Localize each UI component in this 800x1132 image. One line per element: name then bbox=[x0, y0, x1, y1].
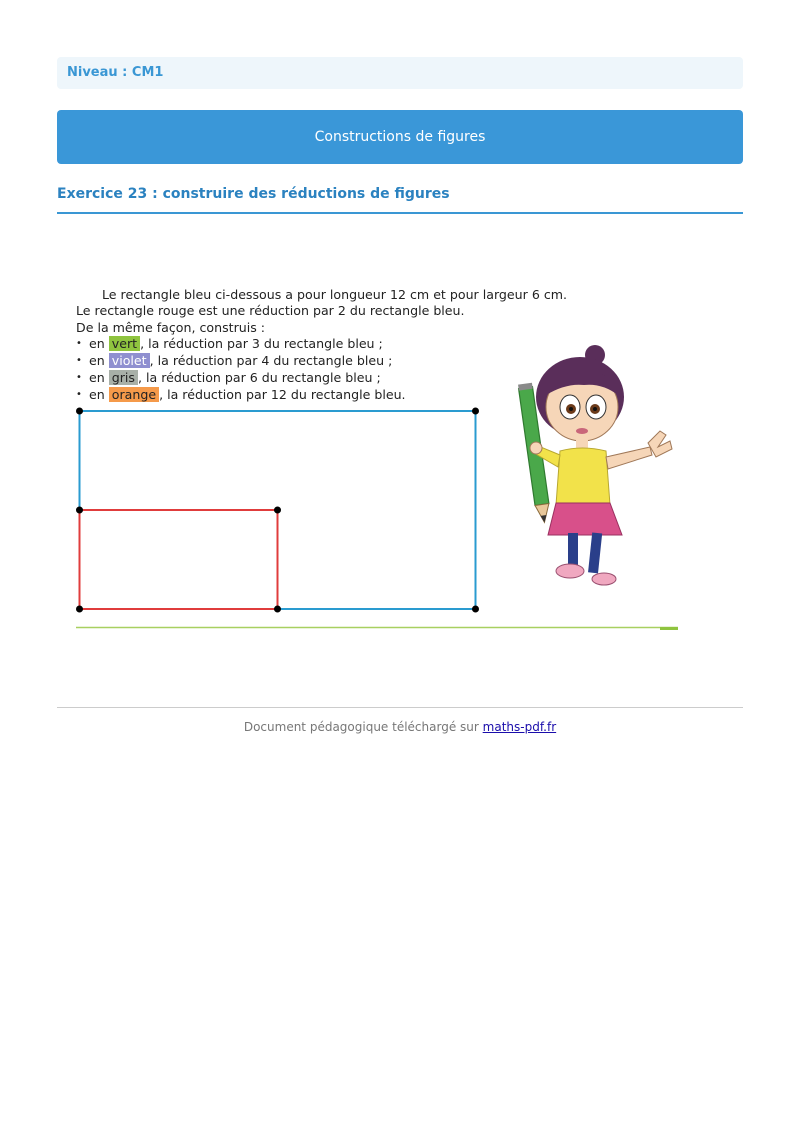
shirt bbox=[556, 448, 610, 505]
page-title: Constructions de figures bbox=[57, 110, 743, 164]
vertex-point bbox=[274, 606, 281, 613]
bullet: • bbox=[76, 355, 82, 367]
vertex-point bbox=[76, 507, 83, 514]
color-word-orange: orange bbox=[109, 387, 159, 402]
bullet: • bbox=[76, 371, 82, 383]
vertex-point bbox=[472, 408, 479, 415]
level-badge: Niveau : CM1 bbox=[57, 57, 743, 89]
girl-with-pencil-illustration bbox=[510, 335, 680, 590]
color-word-violet: violet bbox=[109, 353, 150, 368]
footer-text: Document pédagogique téléchargé sur bbox=[243, 720, 479, 734]
bullet: • bbox=[76, 338, 82, 350]
task-text: , la réduction par 3 du rectangle bleu ; bbox=[140, 336, 383, 352]
color-word-gray: gris bbox=[109, 370, 138, 385]
exercise-title: Exercice 23 : construire des réductions de figures bbox=[57, 186, 743, 214]
instruction-line-3: De la même façon, construis : bbox=[76, 319, 266, 335]
bullet: • bbox=[76, 388, 82, 400]
task-text: , la réduction par 4 du rectangle bleu ; bbox=[149, 353, 393, 369]
vertex-point bbox=[472, 606, 479, 613]
task-prefix: en bbox=[89, 369, 105, 385]
baseline-accent bbox=[660, 627, 678, 630]
vertex-point bbox=[76, 408, 83, 415]
color-word-green: vert bbox=[109, 336, 140, 351]
vertex-point bbox=[76, 606, 83, 613]
task-prefix: en bbox=[89, 336, 105, 352]
task-prefix: en bbox=[89, 353, 105, 369]
instruction-line-1: Le rectangle bleu ci-dessous a pour longueur 12 cm et pour largeur 6 cm. bbox=[102, 287, 568, 302]
footer-link[interactable]: maths-pdf.fr bbox=[482, 720, 557, 734]
skirt bbox=[548, 503, 622, 535]
task-prefix: en bbox=[89, 386, 105, 402]
task-text: , la réduction par 12 du rectangle bleu. bbox=[159, 386, 406, 402]
footer bbox=[57, 720, 743, 734]
vertex-point bbox=[274, 507, 281, 514]
footer-divider bbox=[57, 707, 743, 708]
red-rectangle bbox=[80, 510, 278, 609]
task-text: , la réduction par 6 du rectangle bleu ; bbox=[137, 369, 381, 385]
instruction-line-2: Le rectangle rouge est une réduction par 2 du rectangle bleu. bbox=[76, 303, 465, 319]
